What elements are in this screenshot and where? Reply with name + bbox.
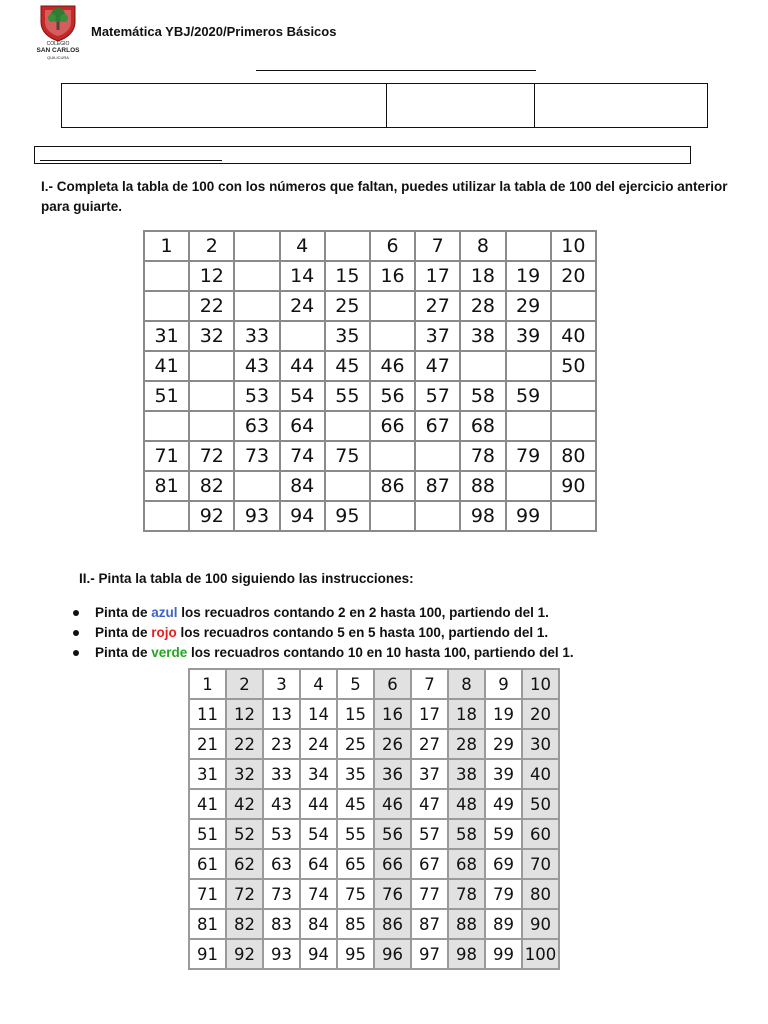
- grid-row: [189, 759, 559, 789]
- number-cell: 46: [370, 351, 415, 381]
- number-cell: 12: [226, 699, 263, 729]
- number-cell: 90: [551, 471, 596, 501]
- number-cell: 4: [300, 669, 337, 699]
- number-cell: 85: [337, 909, 374, 939]
- number-cell: 29: [506, 291, 551, 321]
- number-cell: 51: [189, 819, 226, 849]
- number-cell: 17: [411, 699, 448, 729]
- number-cell: 30: [522, 729, 559, 759]
- number-cell: 68: [448, 849, 485, 879]
- number-cell: 41: [189, 789, 226, 819]
- grid-row: [144, 411, 596, 441]
- color-word: verde: [151, 645, 188, 660]
- number-cell: 77: [411, 879, 448, 909]
- number-cell: 61: [189, 849, 226, 879]
- empty-cell: [551, 501, 596, 531]
- number-cell: 44: [300, 789, 337, 819]
- number-cell: 25: [325, 291, 370, 321]
- number-cell: 57: [415, 381, 460, 411]
- grid-row: [144, 381, 596, 411]
- objective-box: [34, 146, 691, 164]
- number-cell: 8: [448, 669, 485, 699]
- number-cell: 35: [337, 759, 374, 789]
- number-cell: 64: [300, 849, 337, 879]
- number-cell: 89: [485, 909, 522, 939]
- empty-cell: [370, 321, 415, 351]
- number-cell: 33: [263, 759, 300, 789]
- number-cell: 37: [415, 321, 460, 351]
- number-cell: 6: [370, 231, 415, 261]
- number-cell: 20: [551, 261, 596, 291]
- empty-cell: [506, 231, 551, 261]
- number-cell: 12: [189, 261, 234, 291]
- number-cell: 86: [370, 471, 415, 501]
- number-cell: 14: [280, 261, 325, 291]
- number-cell: 17: [415, 261, 460, 291]
- grid-row: [144, 291, 596, 321]
- number-cell: 41: [144, 351, 189, 381]
- number-cell: 58: [460, 381, 505, 411]
- number-cell: 92: [189, 501, 234, 531]
- number-cell: 55: [337, 819, 374, 849]
- number-cell: 62: [226, 849, 263, 879]
- number-cell: 6: [374, 669, 411, 699]
- painting-instructions: [73, 603, 574, 663]
- grid-row: [189, 789, 559, 819]
- number-cell: 24: [280, 291, 325, 321]
- number-cell: 75: [337, 879, 374, 909]
- instruction-text: los recuadros contando 5 en 5 hasta 100, partiendo del 1.: [176, 625, 549, 640]
- number-cell: 94: [300, 939, 337, 969]
- number-cell: 94: [280, 501, 325, 531]
- number-cell: 50: [551, 351, 596, 381]
- number-cell: 63: [234, 411, 279, 441]
- number-cell: 43: [234, 351, 279, 381]
- number-cell: 53: [234, 381, 279, 411]
- number-cell: 82: [189, 471, 234, 501]
- number-cell: 95: [325, 501, 370, 531]
- number-cell: 2: [189, 231, 234, 261]
- shield-icon: [33, 4, 83, 42]
- number-cell: 66: [370, 411, 415, 441]
- number-cell: 29: [485, 729, 522, 759]
- grid-row: [144, 441, 596, 471]
- number-cell: 15: [337, 699, 374, 729]
- info-box-divider: [386, 84, 387, 127]
- empty-cell: [460, 351, 505, 381]
- empty-cell: [234, 261, 279, 291]
- empty-cell: [144, 501, 189, 531]
- number-cell: 40: [551, 321, 596, 351]
- number-cell: 22: [189, 291, 234, 321]
- number-cell: 88: [460, 471, 505, 501]
- instruction-text: los recuadros contando 2 en 2 hasta 100, partiendo del 1.: [177, 605, 549, 620]
- number-cell: 87: [415, 471, 460, 501]
- number-cell: 7: [415, 231, 460, 261]
- number-cell: 44: [280, 351, 325, 381]
- number-cell: 71: [189, 879, 226, 909]
- number-cell: 27: [411, 729, 448, 759]
- number-cell: 18: [448, 699, 485, 729]
- number-cell: 14: [300, 699, 337, 729]
- empty-cell: [144, 291, 189, 321]
- empty-cell: [325, 231, 370, 261]
- number-cell: 93: [234, 501, 279, 531]
- number-cell: 87: [411, 909, 448, 939]
- number-cell: 40: [522, 759, 559, 789]
- number-cell: 60: [522, 819, 559, 849]
- color-word: azul: [151, 605, 178, 620]
- number-cell: 74: [300, 879, 337, 909]
- number-cell: 84: [280, 471, 325, 501]
- number-cell: 59: [485, 819, 522, 849]
- number-cell: 79: [485, 879, 522, 909]
- number-cell: 15: [325, 261, 370, 291]
- number-cell: 21: [189, 729, 226, 759]
- number-cell: 100: [522, 939, 559, 969]
- number-cell: 45: [325, 351, 370, 381]
- page-title: Matemática YBJ/2020/Primeros Básicos: [91, 24, 337, 39]
- title-underline: [256, 70, 536, 71]
- number-cell: 39: [506, 321, 551, 351]
- number-cell: 25: [337, 729, 374, 759]
- number-cell: 11: [189, 699, 226, 729]
- instruction-text: los recuadros contando 10 en 10 hasta 100, partiendo del 1.: [187, 645, 574, 660]
- number-cell: 23: [263, 729, 300, 759]
- empty-cell: [506, 351, 551, 381]
- number-cell: 16: [370, 261, 415, 291]
- grid-row: [189, 669, 559, 699]
- number-cell: 67: [415, 411, 460, 441]
- grid-row: [144, 231, 596, 261]
- number-cell: 78: [460, 441, 505, 471]
- number-cell: 24: [300, 729, 337, 759]
- number-cell: 90: [522, 909, 559, 939]
- empty-cell: [280, 321, 325, 351]
- number-cell: 48: [448, 789, 485, 819]
- grid-row: [189, 909, 559, 939]
- number-cell: 92: [226, 939, 263, 969]
- number-cell: 10: [522, 669, 559, 699]
- hundred-chart-incomplete: [143, 230, 597, 532]
- number-cell: 88: [448, 909, 485, 939]
- empty-cell: [234, 471, 279, 501]
- empty-cell: [415, 441, 460, 471]
- number-cell: 97: [411, 939, 448, 969]
- number-cell: 64: [280, 411, 325, 441]
- number-cell: 78: [448, 879, 485, 909]
- number-cell: 37: [411, 759, 448, 789]
- bullet-icon: [73, 650, 79, 656]
- grid-row: [144, 321, 596, 351]
- number-cell: 53: [263, 819, 300, 849]
- number-cell: 5: [337, 669, 374, 699]
- student-info-box: [61, 83, 708, 128]
- hundred-chart-complete: [188, 668, 560, 970]
- number-cell: 38: [448, 759, 485, 789]
- number-cell: 80: [551, 441, 596, 471]
- empty-cell: [506, 411, 551, 441]
- instruction-text: Pinta de: [95, 645, 152, 660]
- empty-cell: [144, 261, 189, 291]
- grid-row: [189, 849, 559, 879]
- empty-cell: [551, 381, 596, 411]
- number-cell: 1: [144, 231, 189, 261]
- number-cell: 57: [411, 819, 448, 849]
- grid-row: [144, 471, 596, 501]
- number-cell: 32: [189, 321, 234, 351]
- number-cell: 26: [374, 729, 411, 759]
- number-cell: 99: [506, 501, 551, 531]
- number-cell: 63: [263, 849, 300, 879]
- color-word: rojo: [151, 625, 177, 640]
- logo-text-school-name: SAN CARLOS: [36, 47, 80, 54]
- number-cell: 69: [485, 849, 522, 879]
- number-cell: 43: [263, 789, 300, 819]
- number-cell: 56: [370, 381, 415, 411]
- grid-row: [189, 729, 559, 759]
- number-cell: 28: [460, 291, 505, 321]
- number-cell: 72: [189, 441, 234, 471]
- number-cell: 10: [551, 231, 596, 261]
- number-cell: 67: [411, 849, 448, 879]
- empty-cell: [370, 501, 415, 531]
- number-cell: 47: [415, 351, 460, 381]
- empty-cell: [325, 471, 370, 501]
- number-cell: 65: [337, 849, 374, 879]
- empty-cell: [551, 411, 596, 441]
- empty-cell: [370, 291, 415, 321]
- instruction-item: [73, 623, 574, 643]
- number-cell: 76: [374, 879, 411, 909]
- number-cell: 33: [234, 321, 279, 351]
- number-cell: 52: [226, 819, 263, 849]
- empty-cell: [551, 291, 596, 321]
- number-cell: 74: [280, 441, 325, 471]
- number-cell: 58: [448, 819, 485, 849]
- section1-instruction: I.- Completa la tabla de 100 con los números que faltan, puedes utilizar la tabla de 100 del ejercicio anterior para guiarte.: [41, 179, 728, 214]
- empty-cell: [370, 441, 415, 471]
- number-cell: 4: [280, 231, 325, 261]
- number-cell: 22: [226, 729, 263, 759]
- grid-row: [189, 819, 559, 849]
- number-cell: 19: [506, 261, 551, 291]
- section2-instruction: II.- Pinta la tabla de 100 siguiendo las instrucciones:: [79, 571, 414, 586]
- number-cell: 66: [374, 849, 411, 879]
- number-cell: 19: [485, 699, 522, 729]
- empty-cell: [325, 411, 370, 441]
- number-cell: 71: [144, 441, 189, 471]
- number-cell: 54: [280, 381, 325, 411]
- number-cell: 2: [226, 669, 263, 699]
- number-cell: 73: [234, 441, 279, 471]
- grid-row: [189, 939, 559, 969]
- empty-cell: [189, 381, 234, 411]
- number-cell: 93: [263, 939, 300, 969]
- number-cell: 81: [144, 471, 189, 501]
- number-cell: 46: [374, 789, 411, 819]
- number-cell: 91: [189, 939, 226, 969]
- number-cell: 86: [374, 909, 411, 939]
- empty-cell: [189, 351, 234, 381]
- number-cell: 96: [374, 939, 411, 969]
- bullet-icon: [73, 630, 79, 636]
- number-cell: 80: [522, 879, 559, 909]
- grid-row: [144, 501, 596, 531]
- number-cell: 79: [506, 441, 551, 471]
- logo-text-location: QUILICURA: [47, 55, 69, 60]
- number-cell: 51: [144, 381, 189, 411]
- number-cell: 35: [325, 321, 370, 351]
- number-cell: 13: [263, 699, 300, 729]
- bullet-icon: [73, 610, 79, 616]
- instruction-item: [73, 603, 574, 623]
- empty-cell: [144, 411, 189, 441]
- number-cell: 83: [263, 909, 300, 939]
- number-cell: 95: [337, 939, 374, 969]
- number-cell: 20: [522, 699, 559, 729]
- number-cell: 81: [189, 909, 226, 939]
- number-cell: 75: [325, 441, 370, 471]
- number-cell: 31: [144, 321, 189, 351]
- logo-text-colegio: COLEGIO: [46, 41, 70, 47]
- number-cell: 54: [300, 819, 337, 849]
- number-cell: 98: [460, 501, 505, 531]
- number-cell: 34: [300, 759, 337, 789]
- number-cell: 39: [485, 759, 522, 789]
- empty-cell: [189, 411, 234, 441]
- number-cell: 99: [485, 939, 522, 969]
- number-cell: 50: [522, 789, 559, 819]
- number-cell: 84: [300, 909, 337, 939]
- number-cell: 7: [411, 669, 448, 699]
- grid-row: [189, 699, 559, 729]
- school-logo: [33, 4, 83, 64]
- number-cell: 55: [325, 381, 370, 411]
- empty-cell: [234, 231, 279, 261]
- number-cell: 28: [448, 729, 485, 759]
- number-cell: 32: [226, 759, 263, 789]
- info-box-divider: [534, 84, 535, 127]
- number-cell: 1: [189, 669, 226, 699]
- empty-cell: [234, 291, 279, 321]
- number-cell: 27: [415, 291, 460, 321]
- number-cell: 82: [226, 909, 263, 939]
- number-cell: 16: [374, 699, 411, 729]
- instruction-text: Pinta de: [95, 625, 152, 640]
- number-cell: 98: [448, 939, 485, 969]
- number-cell: 56: [374, 819, 411, 849]
- number-cell: 45: [337, 789, 374, 819]
- number-cell: 59: [506, 381, 551, 411]
- number-cell: 8: [460, 231, 505, 261]
- objective-line: [40, 160, 222, 161]
- number-cell: 47: [411, 789, 448, 819]
- grid-row: [144, 351, 596, 381]
- instruction-item: [73, 643, 574, 663]
- number-cell: 38: [460, 321, 505, 351]
- number-cell: 49: [485, 789, 522, 819]
- instruction-text: Pinta de: [95, 605, 152, 620]
- number-cell: 73: [263, 879, 300, 909]
- number-cell: 36: [374, 759, 411, 789]
- number-cell: 70: [522, 849, 559, 879]
- number-cell: 31: [189, 759, 226, 789]
- number-cell: 42: [226, 789, 263, 819]
- empty-cell: [506, 471, 551, 501]
- empty-cell: [415, 501, 460, 531]
- number-cell: 72: [226, 879, 263, 909]
- number-cell: 9: [485, 669, 522, 699]
- grid-row: [144, 261, 596, 291]
- grid-row: [189, 879, 559, 909]
- number-cell: 3: [263, 669, 300, 699]
- number-cell: 18: [460, 261, 505, 291]
- number-cell: 68: [460, 411, 505, 441]
